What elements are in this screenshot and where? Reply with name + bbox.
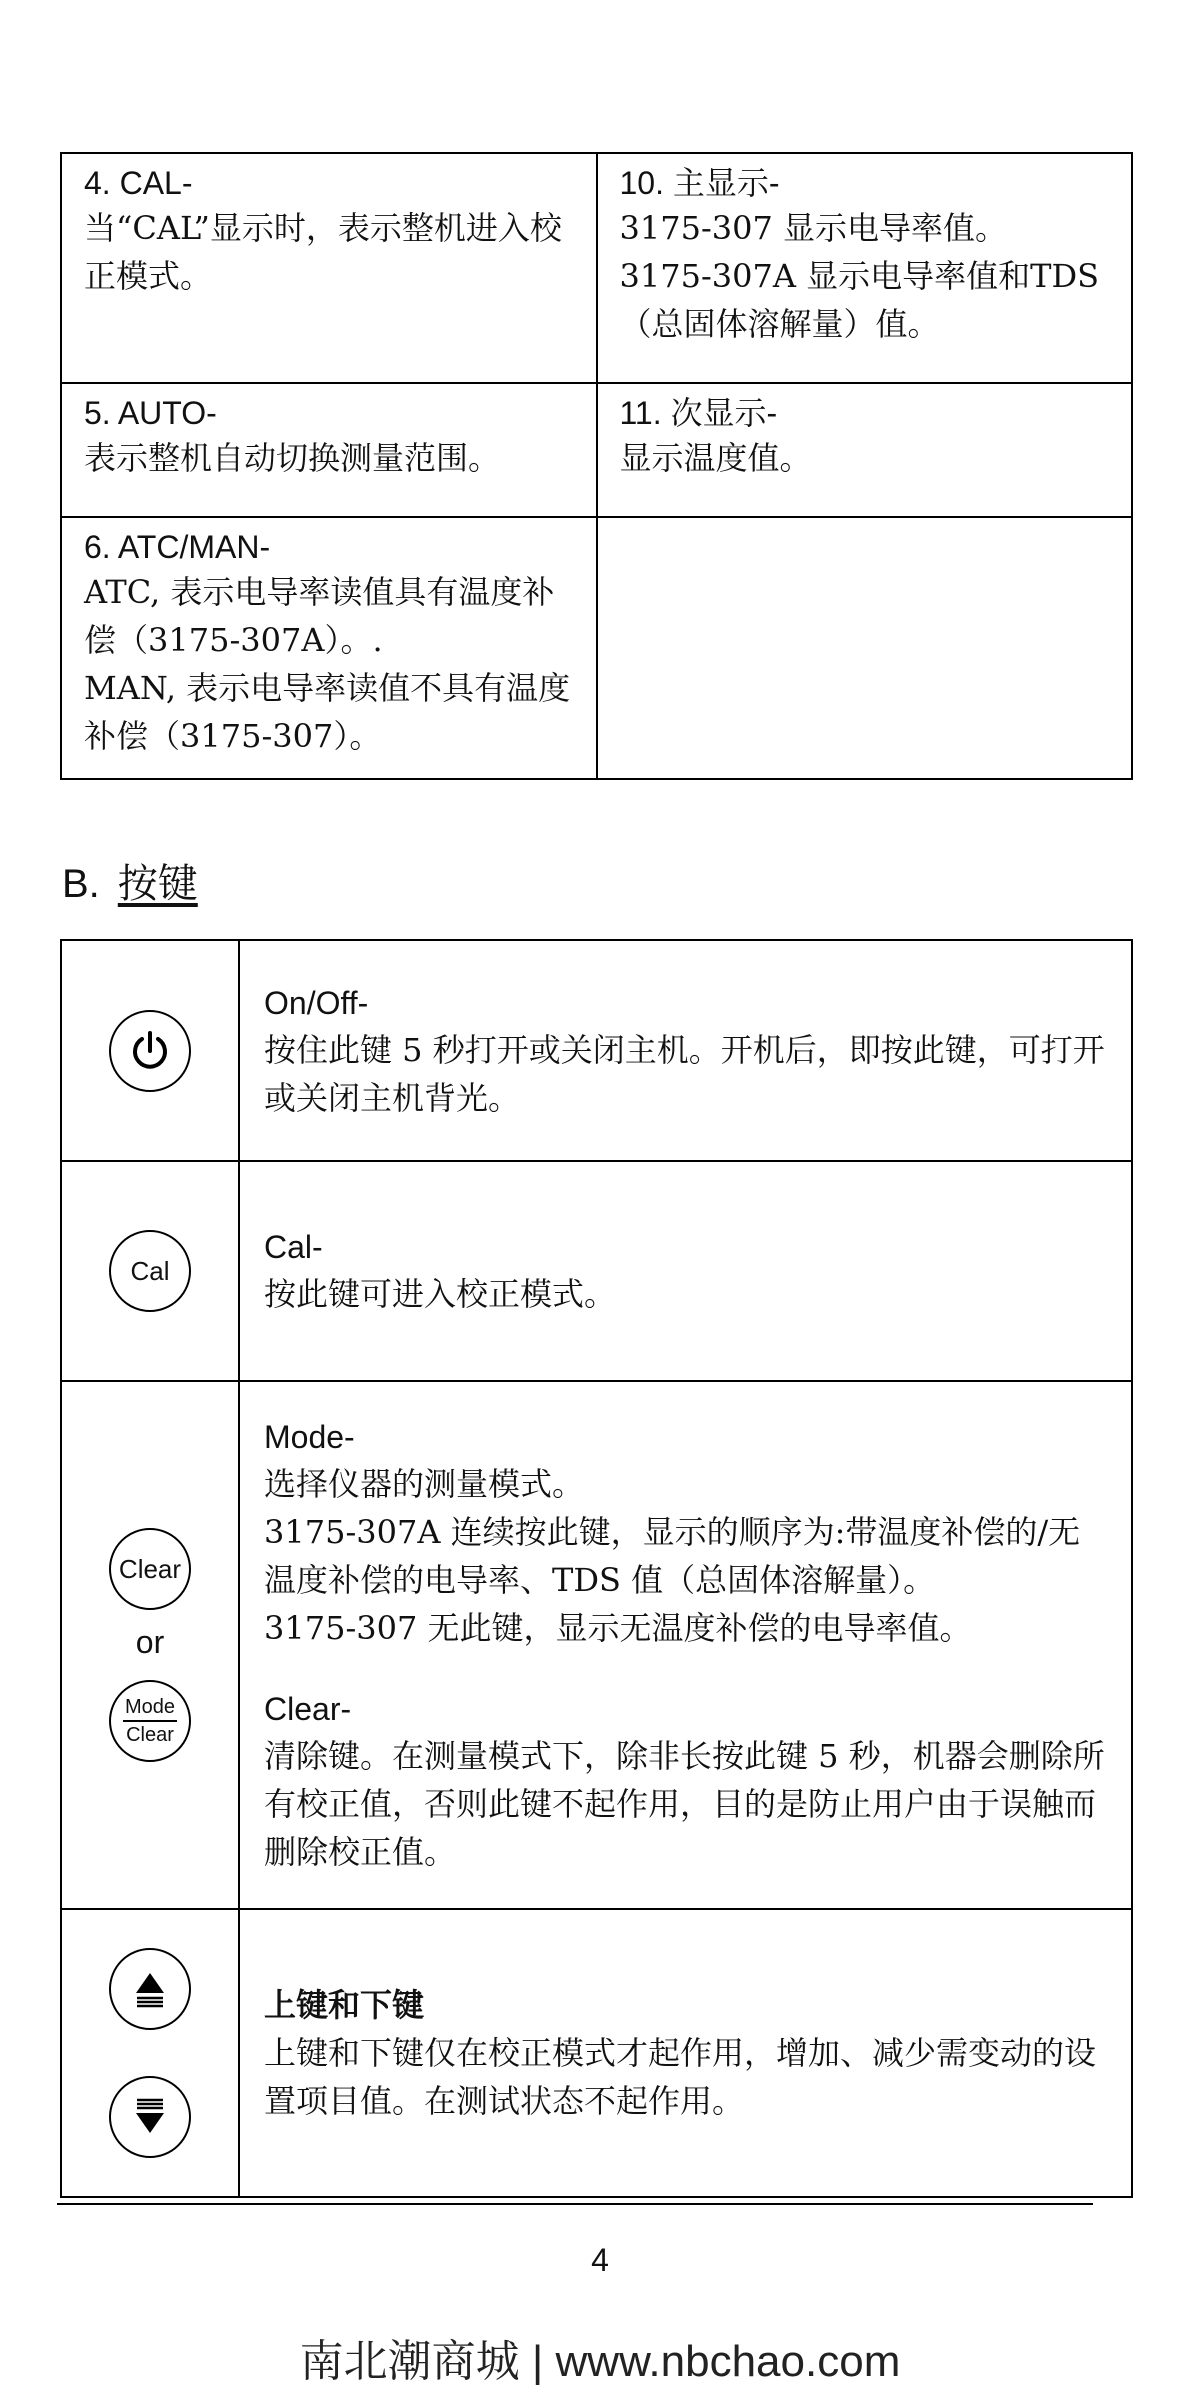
key-title: 上键和下键: [264, 1987, 425, 2023]
clear-button-icon: Clear: [109, 1528, 191, 1610]
key-title: On/Off-: [264, 984, 369, 1021]
key-body: 按住此键 5 秒打开或关闭主机。开机后，即按此键，可打开或关闭主机背光。: [264, 1030, 1105, 1117]
key-desc-cell: [239, 1909, 1132, 2197]
feature-title: 11. 次显示-: [619, 395, 778, 431]
feature-body: [84, 568, 574, 760]
feature-text: 显示温度值。: [619, 439, 812, 477]
up-arrow-icon: [132, 1969, 168, 2009]
feature-cell-main-display: [597, 153, 1133, 383]
footer-rule: [57, 2203, 1093, 2205]
key-icon-cell: [61, 1381, 239, 1909]
key-body: 3175-307A 连续按此键，显示的顺序为:带温度补偿的/无温度补偿的电导率、TDS 值（总固体溶解量）。: [264, 1513, 1081, 1599]
key-body: 3175-307 无此键，显示无温度补偿的电导率值。: [264, 1609, 972, 1647]
section-letter: B.: [62, 862, 100, 906]
feature-cell-atc-man: [61, 517, 597, 779]
key-row-onoff: [61, 940, 1132, 1161]
feature-title: 5. AUTO-: [84, 395, 217, 431]
key-icon-cell: [61, 940, 239, 1161]
feature-body: [620, 434, 1110, 482]
down-button-icon: [109, 2076, 191, 2158]
watermark: 南北潮商城 | www.nbchao.com: [299, 2337, 901, 2386]
key-body: 选择仪器的测量模式。: [264, 1465, 585, 1503]
feature-body: [84, 434, 574, 482]
section-title: 按键: [117, 861, 198, 907]
key-title: Cal-: [264, 1229, 323, 1265]
or-label: or: [135, 1624, 165, 1660]
power-button-icon: [109, 1010, 191, 1092]
feature-cell-sub-display: [597, 383, 1133, 517]
feature-cell-empty: [597, 517, 1133, 779]
key-desc-cell: [239, 1161, 1132, 1381]
key-body: 按此键可进入校正模式。: [264, 1275, 617, 1313]
power-icon: [128, 1029, 172, 1073]
keys-table: [60, 939, 1133, 2198]
feature-body: [84, 204, 574, 300]
feature-title: 4. CAL-: [84, 165, 193, 201]
key-icon-cell: [61, 1161, 239, 1381]
key-title: Clear-: [264, 1691, 352, 1727]
feature-text: 3175-307A 显示电导率值和TDS（总固体溶解量）值。: [619, 257, 1100, 343]
key-desc-cell: [239, 1381, 1132, 1909]
cal-button-icon: Cal: [109, 1230, 191, 1312]
feature-cell-cal: [61, 153, 597, 383]
key-title: Mode-: [264, 1419, 355, 1455]
down-arrow-icon: [132, 2097, 168, 2137]
key-icon-cell: [61, 1909, 239, 2197]
key-body: 上键和下键仅在校正模式才起作用，增加、减少需变动的设置项目值。在测试状态不起作用。: [264, 2034, 1097, 2120]
mode-label: Mode: [124, 1696, 176, 1718]
mode-clear-button-icon: [109, 1680, 191, 1762]
feature-text: 当“CAL”显示时，表示整机进入校正模式。: [84, 209, 562, 295]
feature-title: 6. ATC/MAN-: [84, 529, 271, 565]
features-table: [60, 152, 1133, 780]
feature-cell-auto: [61, 383, 597, 517]
key-row-cal: [61, 1161, 1132, 1381]
feature-title: 10. 主显示-: [619, 165, 780, 201]
clear-label: Clear: [126, 1724, 174, 1746]
page-number: 4: [591, 2242, 609, 2278]
section-heading: [62, 856, 198, 912]
key-row-mode-clear: [61, 1381, 1132, 1909]
divider: [123, 1720, 177, 1722]
feature-text: 表示整机自动切换测量范围。: [84, 439, 501, 477]
key-body: 清除键。在测量模式下，除非长按此键 5 秒，机器会删除所有校正值，否则此键不起作用，目的是防止用户由于误触而删除校正值。: [264, 1737, 1105, 1871]
key-row-updown: [61, 1909, 1132, 2197]
key-desc-cell: [239, 940, 1132, 1161]
up-button-icon: [109, 1948, 191, 2030]
feature-body: [620, 204, 1110, 348]
feature-text: ATC, 表示电导率读值具有温度补偿（3175-307A）。.: [84, 573, 555, 659]
feature-text: MAN, 表示电导率读值不具有温度补偿（3175-307）。: [84, 669, 571, 755]
feature-text: 3175-307 显示电导率值。: [619, 209, 1008, 247]
